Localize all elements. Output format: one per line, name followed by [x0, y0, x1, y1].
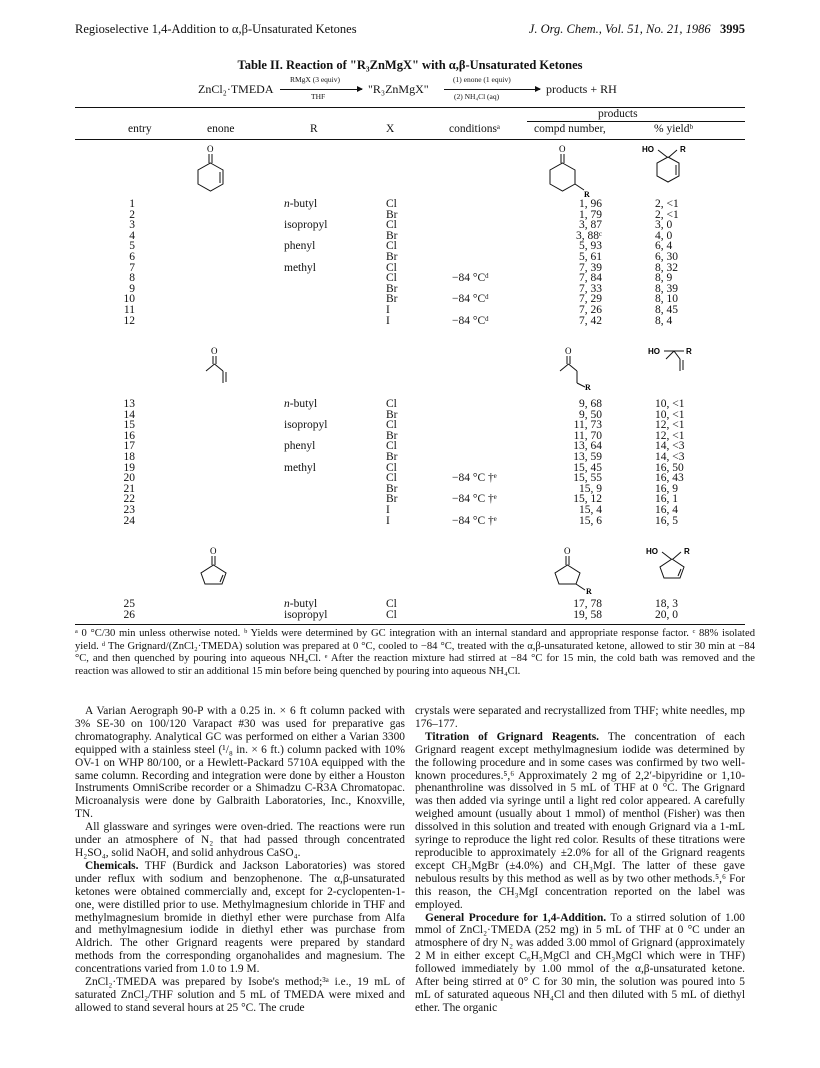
- header-compd: compd number,: [534, 123, 606, 135]
- section-head-titration: Titration of Grignard Reagents.: [425, 730, 600, 743]
- cell-entry: 21: [123, 482, 135, 495]
- cell-compd: 7, 84: [579, 272, 602, 285]
- cell-x: Br: [386, 493, 398, 506]
- cell-compd: 3, 88ᶜ: [576, 229, 602, 242]
- header-yield: % yieldᵇ: [654, 123, 694, 135]
- cell-x: Cl: [386, 398, 397, 410]
- cell-r: n-butyl: [284, 398, 318, 410]
- cell-r: isopropyl: [284, 419, 328, 432]
- cell-x: Cl: [386, 472, 397, 485]
- cell-x: Cl: [386, 440, 397, 453]
- cell-compd: 15, 9: [579, 482, 602, 495]
- cell-entry: 9: [129, 282, 135, 295]
- table-title: Table II. Reaction of "R₃ZnMgX" with α,β-Unsaturated Ketones: [237, 58, 583, 72]
- cell-yield: 14, <3: [655, 451, 685, 463]
- cell-compd: 1, 96: [579, 198, 602, 210]
- cell-compd: 1, 79: [579, 208, 602, 221]
- paragraph-instruments: A Varian Aerograph 90-P with a 0.25 in. × 6 ft column packed with 3% SE-30 on 100/120 Varapact #30 was used for preparative gas chromatography. Analytical GC was performed on either a Varian 3300 equipped with a stainless steel (¹/₈ in. × 6 ft.) column packed with 10% OV-1 on WHP 80/100, or a Hewlett-Packard 5710A equipped with the same column. Recording and integration were done by either a Houston Instruments OmniScribe recorder or a Shimadzu C-R3A Chromatopac. Microanalysis were done by Galbraith Laboratories, Inc., Knoxville, TN.: [75, 705, 405, 821]
- cell-x: Br: [386, 293, 398, 306]
- r-label: R: [584, 190, 590, 199]
- scheme-arrow-2: [444, 89, 540, 90]
- cell-r: n-butyl: [284, 598, 318, 610]
- hydroxy-label: HO: [648, 347, 660, 356]
- cell-cond: −84 °Cᵈ: [452, 293, 489, 306]
- r-label: R: [586, 587, 592, 595]
- cell-compd: 9, 50: [579, 408, 602, 421]
- cell-entry: 20: [123, 472, 135, 485]
- cell-entry: 16: [123, 429, 135, 442]
- journal-citation: [529, 22, 745, 37]
- cell-compd: 15, 45: [573, 461, 602, 474]
- cell-yield: 16, 1: [655, 493, 678, 506]
- table-rule-top: [75, 107, 745, 108]
- cell-entry: 5: [129, 240, 135, 253]
- oxygen-label: O: [207, 144, 214, 154]
- cell-compd: 15, 55: [573, 472, 602, 485]
- cell-yield: 8, 10: [655, 293, 678, 306]
- cell-compd: 7, 39: [579, 261, 602, 274]
- paragraph-titration: [415, 731, 745, 912]
- cell-compd: 5, 93: [579, 240, 602, 253]
- cell-yield: 10, <1: [655, 398, 685, 410]
- oxygen-label: O: [565, 346, 572, 356]
- cell-x: Br: [386, 408, 398, 421]
- header-x: X: [386, 123, 395, 135]
- table-footnotes: ᵃ 0 °C/30 min unless otherwise noted. ᵇ Yields were determined by GC integration with an internal standard and appropriate response factor. ᶜ 88% isolated yield. ᵈ The Grignard/(ZnCl₂·TMEDA) solution was prepared at 0 °C, cooled to −84 °C, treated with the α,β-unsaturated ketone, allowed to stir 30 min at −84 °C, and then quenched by pouring into aqueous NH₄Cl. ᵉ After the reaction mixture had stirred at −84 °C for 15 min, the cold bath was removed and the reaction was allowed to stir an additional 15 min before being quenched by pouring into aqueous NH₄Cl.: [75, 628, 755, 677]
- running-header: [75, 22, 745, 38]
- cell-compd: 7, 26: [579, 304, 602, 316]
- hydroxy-label: HO: [642, 145, 654, 154]
- paragraph-general-procedure: [415, 912, 745, 1015]
- cell-x: I: [386, 514, 390, 527]
- cell-x: Br: [386, 482, 398, 495]
- cell-x: Br: [386, 229, 398, 242]
- cell-entry: 17: [123, 440, 135, 453]
- cell-entry: 10: [123, 293, 135, 306]
- cell-compd: 19, 58: [573, 608, 602, 621]
- cell-yield: 12, <1: [655, 429, 685, 442]
- hydroxy-label: HO: [646, 547, 658, 556]
- scheme-reactant: ZnCl₂·TMEDA: [198, 82, 274, 96]
- cell-compd: 13, 59: [573, 451, 602, 463]
- cyclopentenol-product-structure: [644, 545, 700, 585]
- cell-x: Cl: [386, 219, 397, 232]
- cell-x: Cl: [386, 598, 397, 610]
- oxygen-label: O: [210, 546, 217, 556]
- cell-x: Cl: [386, 272, 397, 285]
- cell-compd: 7, 42: [579, 314, 602, 327]
- mesityl-oxide-structure: [196, 345, 242, 385]
- cell-compd: 13, 64: [573, 440, 602, 453]
- cell-entry: 24: [123, 514, 135, 527]
- cyclohexanone-product-structure: [546, 143, 596, 199]
- cell-cond: −84 °C †ᵉ: [452, 472, 497, 485]
- cell-r: methyl: [284, 461, 316, 474]
- cell-entry: 19: [123, 461, 135, 474]
- section-head-chemicals: Chemicals.: [85, 859, 139, 872]
- titration-text: The concentration of each Grignard reagent except methylmagnesium iodide was determined by the following procedure and in some cases was confirmed by two well-known procedures.⁵,⁶ Approximately 2 mg of 2,2′-bipyridine or 1,10-phenanthroline was dissolved in 5 mL of THF at 0 °C. The Grignard was then added via syringe until a light red color appeared. A carefully weighed amount (usually about 1 mmol) of menthol (Fisher) was then dissolved in this solution and treated with enough Grignard via a 1-mL syringe to reproduce the light red color. Results of these titrations were reproducible to approximately ±2.0% for all of the Grignard reagents except CH₃MgBr (±4.0%) and CH₃MgI. The latter of these gave nebulous results by this method as well as by two other methods.⁵,⁶ For this reason, the CH₃MgI concentration reported on the label was employed.: [415, 730, 745, 911]
- cell-cond: −84 °Cᵈ: [452, 314, 489, 327]
- cell-entry: 13: [123, 398, 135, 410]
- cell-compd: 17, 78: [573, 598, 602, 610]
- scheme-arrow-1: [280, 89, 362, 90]
- cell-yield: 10, <1: [655, 408, 685, 421]
- cell-cond: −84 °C †ᵉ: [452, 493, 497, 506]
- r-label: R: [686, 347, 692, 356]
- cell-x: I: [386, 504, 390, 516]
- header-conditions: conditionsᵃ: [449, 123, 501, 135]
- paragraph-glassware: All glassware and syringes were oven-dried. The reactions were run under an atmosphere of N₂ that had passed through concentrated H₂SO₄, solid NaOH, and solid anhydrous CaSO₄.: [75, 821, 405, 859]
- cell-yield: 14, <3: [655, 440, 685, 453]
- cell-yield: 2, <1: [655, 198, 679, 210]
- cell-yield: 16, 43: [655, 472, 684, 485]
- header-enone: enone: [207, 123, 235, 135]
- general-text: To a stirred solution of 1.00 mmol of ZnCl₂·TMEDA (252 mg) in 5 mL of THF at 0 °C under an atmosphere of dry N₂ was added 3.00 mmol of Grignard (approximately 2 M in either except C₆H₅MgCl and CH₃MgCl which were in THF) followed immediately by 1.00 mmol of the α,β-unsaturated ketone. After being stirred at 0° C for 30 min, the solution was poured into 5 mL of saturated aqueous NH₄Cl and then diluted with 5 mL of diethyl ether. The organic: [415, 911, 745, 1014]
- cell-entry: 26: [123, 608, 135, 621]
- table-rule-header: [75, 139, 745, 140]
- cell-entry: 23: [123, 504, 135, 516]
- cell-r: phenyl: [284, 240, 316, 253]
- cell-x: Br: [386, 451, 398, 463]
- paragraph-crystals: crystals were separated and recrystallized from THF; white needles, mp 176–177.: [415, 705, 745, 730]
- cell-entry: 6: [129, 251, 135, 263]
- chemicals-text: THF (Burdick and Jackson Laboratories) was stored under reflux with sodium and benzophenone. The α,β-unsaturated ketones were obtained commercially and, except for 2-cyclopenten-1-one, were distilled prior to use. Methylmagnesium chloride in THF and methylmagnesium bromide in diethyl ether were purchase from Alfa and methylmagnesium iodide in diethyl ether was purchase from Aldrich. The other Grignard reagents were prepared by standard methods from the corresponding organohalides and magnesium. The concentrations varied from 1.0 to 1.9 M.: [75, 859, 405, 976]
- cell-x: I: [386, 314, 390, 327]
- cell-yield: 12, <1: [655, 419, 685, 432]
- cell-compd: 7, 29: [579, 293, 602, 306]
- cell-x: I: [386, 304, 390, 316]
- cell-x: Cl: [386, 240, 397, 253]
- cell-yield: 16, 9: [655, 482, 678, 495]
- cell-cond: −84 °C †ᵉ: [452, 514, 497, 527]
- cell-x: Cl: [386, 198, 397, 210]
- table-rule-bottom: [75, 624, 745, 625]
- scheme-arrow2-top: (1) enone (1 equiv): [453, 75, 511, 84]
- cell-compd: 15, 4: [579, 504, 602, 516]
- cell-yield: 8, 4: [655, 314, 673, 327]
- cell-entry: 18: [123, 451, 135, 463]
- scheme-arrow1-top: RMgX (3 equiv): [290, 75, 340, 84]
- cell-r: phenyl: [284, 440, 316, 453]
- cell-r: isopropyl: [284, 608, 328, 621]
- cell-entry: 8: [129, 272, 135, 285]
- cell-compd: 5, 61: [579, 251, 602, 263]
- cell-r: methyl: [284, 261, 316, 274]
- cell-entry: 1: [129, 198, 135, 210]
- oxygen-label: O: [559, 144, 566, 154]
- cyclohexenol-product-structure: [640, 143, 700, 191]
- cell-compd: 7, 33: [579, 282, 602, 295]
- cell-yield: 16, 4: [655, 504, 678, 516]
- alcohol-product-structure: [646, 345, 702, 385]
- scheme-intermediate: "R₃ZnMgX": [368, 82, 429, 96]
- cell-yield: 8, 9: [655, 272, 673, 285]
- reaction-scheme: [198, 74, 668, 104]
- cell-x: Br: [386, 208, 398, 221]
- cell-r: isopropyl: [284, 219, 328, 232]
- cell-entry: 15: [123, 419, 135, 432]
- cell-yield: 20, 0: [655, 608, 678, 621]
- cell-entry: 25: [123, 598, 135, 610]
- cell-compd: 9, 68: [579, 398, 602, 410]
- page-number: 3995: [720, 22, 745, 36]
- section-head-general: General Procedure for 1,4-Addition.: [425, 911, 607, 924]
- cell-x: Br: [386, 251, 398, 263]
- cell-entry: 3: [129, 219, 135, 232]
- oxygen-label: O: [564, 546, 571, 556]
- body-column-right: [415, 705, 745, 1015]
- header-entry: entry: [128, 123, 152, 135]
- header-r: R: [310, 123, 318, 135]
- cell-cond: −84 °Cᵈ: [452, 272, 489, 285]
- r-label: R: [680, 145, 686, 154]
- cell-compd: 11, 70: [573, 429, 602, 442]
- cell-entry: 22: [123, 493, 135, 506]
- scheme-arrow1-bottom: THF: [311, 92, 326, 101]
- paragraph-zncl2: ZnCl₂·TMEDA was prepared by Isobe's method;³ᵃ i.e., 19 mL of saturated ZnCl₂/THF solution and 5 mL of TMEDA were mixed and allowed to stand several hours at 25 °C. The crude: [75, 976, 405, 1014]
- cyclopentenone-structure: [198, 545, 238, 585]
- cell-compd: 15, 12: [573, 493, 602, 506]
- cell-entry: 14: [123, 408, 135, 421]
- cell-yield: 16, 5: [655, 514, 678, 527]
- r-label: R: [684, 547, 690, 556]
- cell-compd: 15, 6: [579, 514, 602, 527]
- header-products: products: [598, 108, 638, 120]
- cell-yield: 6, 4: [655, 240, 673, 253]
- cell-yield: 6, 30: [655, 251, 678, 263]
- cell-yield: 8, 32: [655, 261, 678, 274]
- body-column-left: [75, 705, 405, 1015]
- cell-yield: 8, 39: [655, 282, 678, 295]
- cell-x: Cl: [386, 419, 397, 432]
- cyclopentanone-product-structure: [552, 545, 598, 595]
- cell-yield: 3, 0: [655, 219, 673, 232]
- running-title: Regioselective 1,4-Addition to α,β-Unsaturated Ketones: [75, 22, 357, 36]
- cell-compd: 11, 73: [573, 419, 602, 432]
- cell-x: Br: [386, 282, 398, 295]
- scheme-arrow2-bottom: (2) NH₄Cl (aq): [454, 92, 500, 101]
- oxygen-label: O: [211, 346, 218, 356]
- cell-entry: 12: [123, 314, 135, 327]
- cell-entry: 2: [129, 208, 135, 221]
- r-label: R: [585, 383, 591, 391]
- cell-entry: 7: [129, 261, 135, 274]
- ketone-product-structure: [552, 345, 602, 391]
- cell-r: n-butyl: [284, 198, 318, 210]
- scheme-products: products + RH: [546, 82, 617, 96]
- cell-compd: 3, 87: [579, 219, 602, 232]
- cell-yield: 16, 50: [655, 461, 684, 474]
- cell-entry: 4: [129, 229, 135, 242]
- cell-yield: 4, 0: [655, 229, 673, 242]
- products-rule: [527, 121, 745, 122]
- cell-x: Cl: [386, 261, 397, 274]
- cell-yield: 2, <1: [655, 208, 679, 221]
- journal-name: J. Org. Chem., Vol. 51, No. 21, 1986: [528, 22, 711, 36]
- cell-yield: 18, 3: [655, 598, 678, 610]
- cell-x: Cl: [386, 461, 397, 474]
- cell-x: Cl: [386, 608, 397, 621]
- cyclohexenone-structure: [194, 143, 238, 195]
- cell-x: Br: [386, 429, 398, 442]
- paragraph-chemicals: [75, 860, 405, 976]
- cell-yield: 8, 45: [655, 304, 678, 316]
- cell-entry: 11: [123, 304, 135, 316]
